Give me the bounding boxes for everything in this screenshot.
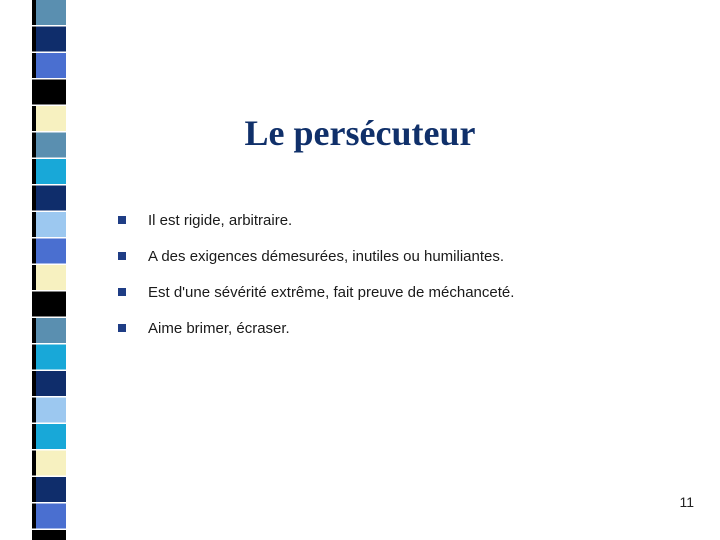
strip-block — [36, 0, 66, 25]
strip-block — [36, 186, 66, 211]
strip-block — [36, 212, 66, 237]
strip-block — [36, 504, 66, 529]
page-number: 11 — [679, 494, 694, 510]
square-bullet-icon — [118, 324, 126, 332]
list-item — [118, 280, 514, 304]
strip-block — [36, 239, 66, 264]
square-bullet-icon — [118, 252, 126, 260]
square-bullet-icon — [118, 216, 126, 224]
bullet-text: Aime brimer, écraser. — [148, 319, 290, 337]
strip-block — [36, 345, 66, 370]
strip-block — [36, 53, 66, 78]
bullet-text: Il est rigide, arbitraire. — [148, 211, 293, 229]
bullet-list — [118, 208, 514, 352]
list-item — [118, 244, 514, 268]
strip-block — [36, 318, 66, 343]
strip-margin — [0, 0, 10, 540]
strip-block — [36, 292, 66, 317]
strip-block — [36, 398, 66, 423]
strip-block — [36, 530, 66, 540]
list-item — [118, 316, 514, 340]
square-bullet-icon — [118, 288, 126, 296]
list-item — [118, 208, 514, 232]
strip-block — [36, 424, 66, 449]
bullet-text: Est d'une sévérité extrême, fait preuve de méchanceté. — [148, 283, 515, 301]
strip-block — [36, 371, 66, 396]
strip-block — [36, 159, 66, 184]
bullet-text: A des exigences démesurées, inutiles ou humiliantes. — [148, 247, 505, 265]
strip-block — [36, 265, 66, 290]
slide-title — [0, 112, 720, 154]
strip-block — [36, 477, 66, 502]
slide-title-text: Le persécuteur — [244, 113, 476, 153]
decorative-color-strip — [0, 0, 70, 540]
strip-block — [36, 27, 66, 52]
strip-block — [36, 80, 66, 105]
strip-block — [36, 451, 66, 476]
